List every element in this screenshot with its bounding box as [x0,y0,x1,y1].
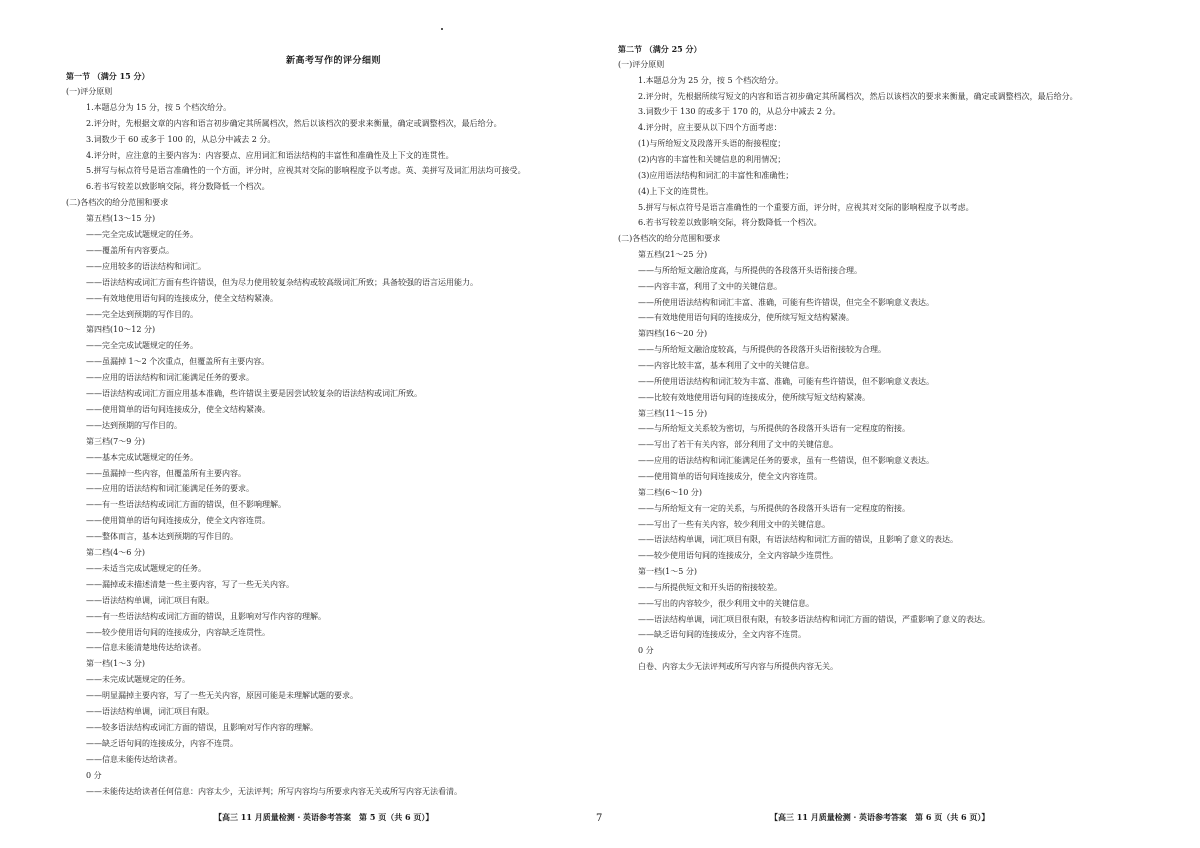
right-text-line: ——语法结构单调，词汇项目有限，有语法结构和词汇方面的错误，且影响了意义的表达。 [638,535,958,545]
left-text-line: 5.拼写与标点符号是语言准确性的一个方面，评分时，应视其对交际的影响程度予以考虑。英、美拼写及词汇用法均可接受。 [86,166,526,176]
left-text-line: ——未能传达给读者任何信息：内容太少，无法评判；所写内容均与所要求内容无关或所写内容无法看清。 [86,786,462,796]
left-text-line: ——信息未能传达给读者。 [86,754,182,764]
right-text-line: ——使用简单的语句间连接成分，使全文内容连贯。 [638,471,822,481]
right-text-line: ——写出了若干有关内容，部分利用了文中的关键信息。 [638,440,838,450]
left-text-line: 第三档(7～9 分) [86,436,145,446]
left-text-line: 0 分 [86,770,102,780]
left-text-line: 第二档(4～6 分) [86,548,145,557]
left-text-line: 第四档(10～12 分) [86,325,156,335]
page-number: 7 [596,813,603,824]
left-text-line: ——缺乏语句间的连接成分，内容不连贯。 [86,738,238,748]
right-text-line: ——比较有效地使用语句间的连接成分，使所续写短文结构紧凑。 [638,392,870,402]
right-text-line: (3)应用语法结构和词汇的丰富性和准确性； [638,170,794,180]
left-text-line: ——有一些语法结构或词汇方面的错误，且影响对写作内容的理解。 [86,611,326,621]
right-text-line: ——与所提供短文和开头语的衔接较差。 [638,582,782,592]
left-text-line: ——语法结构或词汇方面应用基本准确，些许错误主要是因尝试较复杂的语法结构或词汇所致。 [86,389,422,398]
left-text-line: 第一档(1～3 分) [86,659,145,669]
left-text-line: 第五档(13～15 分) [86,214,156,224]
right-text-line: ——语法结构单调，词汇项目很有限，有较多语法结构和词汇方面的错误，严重影响了意义的表达。 [638,614,990,624]
right-text-line: (4)上下文的连贯性。 [638,186,714,196]
right-text-line: (二)各档次的给分范围和要求 [618,234,721,244]
right-text-line: 白卷、内容太少无法评判或所写内容与所提供内容无关。 [638,662,838,672]
right-text-line: (2)内容的丰富性和关键信息的利用情况； [638,154,786,164]
left-text-line: ——有效地使用语句间的连接成分，使全文结构紧凑。 [86,293,278,303]
right-text-line: 0 分 [638,646,654,656]
right-text-line: ——有效地使用语句间的连接成分，使所续写短文结构紧凑。 [638,313,854,323]
left-text-line: 1.本题总分为 15 分，按 5 个档次给分。 [86,102,232,112]
right-text-line: ——较少使用语句间的连接成分，全文内容缺少连贯性。 [638,551,838,561]
left-text-line: (二)各档次的给分范围和要求 [66,198,169,208]
left-text-line: ——较多语法结构或词汇方面的错误，且影响对写作内容的理解。 [86,722,318,732]
right-text-line: ——写出了一些有关内容，较少利用文中的关键信息。 [638,519,830,529]
left-text-line: 第一节 （满分 15 分） [66,71,150,81]
left-text-line: ——完全达到预期的写作目的。 [86,309,198,319]
left-text-line: 4.评分时，应注意的主要内容为：内容要点、应用词汇和语法结构的丰富性和准确性及上下文的连贯性。 [86,150,454,160]
left-text-line: ——覆盖所有内容要点。 [86,245,174,255]
left-text-line: ——明显漏掉主要内容，写了一些无关内容，原因可能是未理解试题的要求。 [86,691,358,701]
right-text-line: 第二节 （满分 25 分） [618,44,702,54]
right-text-line: 5.拼写与标点符号是语言准确性的一个重要方面，评分时，应视其对交际的影响程度予以考虑。 [638,202,974,212]
left-text-line: 3.词数少于 60 或多于 100 的，从总分中减去 2 分。 [86,134,276,144]
left-text-line: ——完全完成试题规定的任务。 [86,341,198,351]
right-text-line: 第三档(11～15 分) [638,408,708,418]
right-text-line: 第一档(1～5 分) [638,567,697,577]
right-text-line: ——与所给短文有一定的关系，与所提供的各段落开头语有一定程度的衔接。 [638,503,910,513]
right-text-line: ——所使用语法结构和词汇丰富、准确，可能有些许错误，但完全不影响意义表达。 [638,297,934,307]
left-text-line: ——语法结构或词汇方面有些许错误，但为尽力使用较复杂结构或较高级词汇所致；具备较强的语言运用能力。 [86,277,478,287]
left-text-line: ——语法结构单调，词汇项目有限。 [86,707,214,716]
left-text-line: ——有一些语法结构或词汇方面的错误，但不影响理解。 [86,500,286,510]
right-text-line: ——内容比较丰富，基本利用了文中的关键信息。 [638,361,814,370]
left-text-line: (一)评分原则 [66,86,113,96]
left-text-line: ——应用的语法结构和词汇能满足任务的要求。 [86,484,254,494]
right-text-line: ——与所给短文融洽度高，与所提供的各段落开头语衔接合理。 [638,265,862,275]
right-text-line: 6.若书写较差以致影响交际，将分数降低一个档次。 [638,218,822,228]
right-text-line: ——写出的内容较少，很少利用文中的关键信息。 [638,598,814,608]
left-footer: 【高三 11 月质量检测 · 英语参考答案 第 5 页（共 6 页）】 [214,812,434,822]
left-text-line: ——虽漏掉 1～2 个次重点，但覆盖所有主要内容。 [86,357,270,367]
left-text-line: ——语法结构单调，词汇项目有限。 [86,595,214,605]
document-title: 新高考写作的评分细则 [286,56,382,66]
right-text-line: ——与所给短文融洽度较高，与所提供的各段落开头语衔接较为合理。 [638,345,886,355]
right-text-line: 4.评分时，应主要从以下四个方面考虑： [638,123,782,133]
left-text-line: ——完全完成试题规定的任务。 [86,230,198,239]
left-text-line: ——较少使用语句间的连接成分，内容缺乏连贯性。 [86,627,270,637]
right-text-line: (一)评分原则 [618,59,665,69]
left-text-line: ——应用的语法结构和词汇能满足任务的要求。 [86,373,254,383]
right-text-line: ——应用的语法结构和词汇能满足任务的要求，虽有一些错误，但不影响意义表达。 [638,456,934,466]
left-text-line: ——达到预期的写作目的。 [86,420,182,430]
left-text-line: ——应用较多的语法结构和词汇。 [86,261,206,271]
right-text-line: ——缺乏语句间的连接成分，全文内容不连贯。 [638,630,806,640]
left-text-line: ——信息未能清楚地传达给读者。 [86,643,206,653]
right-text-line: 1.本题总分为 25 分，按 5 个档次给分。 [638,75,784,85]
right-text-line: 3.词数少于 130 的或多于 170 的，从总分中减去 2 分。 [638,107,841,117]
right-text-line: ——与所给短文关系较为密切，与所提供的各段落开头语有一定程度的衔接。 [638,424,910,434]
left-text-line: ——未适当完成试题规定的任务。 [86,563,206,573]
right-text-line: 2.评分时，先根据所续写短文的内容和语言初步确定其所属档次，然后以该档次的要求来衡量，确定或调整档次，最后给分。 [638,91,1078,101]
right-text-line: 第二档(6～10 分) [638,487,703,497]
left-text-line: 2.评分时，先根据文章的内容和语言初步确定其所属档次，然后以该档次的要求来衡量，确定或调整档次，最后给分。 [86,118,502,128]
right-text-line: 第五档(21～25 分) [638,250,708,260]
scan-dot [441,28,443,30]
left-text-line: ——使用简单的语句间连接成分，使全文结构紧凑。 [86,404,270,414]
right-text-line: ——内容丰富，利用了文中的关键信息。 [638,281,782,291]
left-text-line: ——漏掉或未描述清楚一些主要内容，写了一些无关内容。 [86,579,294,589]
right-text-line: 第四档(16～20 分) [638,329,708,339]
left-text-line: ——未完成试题规定的任务。 [86,675,190,685]
left-text-line: ——整体而言，基本达到预期的写作目的。 [86,532,238,542]
left-text-line: ——使用简单的语句间连接成分，使全文内容连贯。 [86,516,270,526]
right-text-line: (1)与所给短文及段落开头语的衔接程度； [638,139,786,149]
left-text-line: ——虽漏掉一些内容，但覆盖所有主要内容。 [86,468,246,478]
right-text-line: ——所使用语法结构和词汇较为丰富、准确，可能有些许错误，但不影响意义表达。 [638,376,934,386]
right-footer: 【高三 11 月质量检测 · 英语参考答案 第 6 页（共 6 页）】 [770,812,990,822]
left-text-line: ——基本完成试题规定的任务。 [86,452,198,462]
left-text-line: 6.若书写较差以致影响交际，将分数降低一个档次。 [86,182,270,192]
